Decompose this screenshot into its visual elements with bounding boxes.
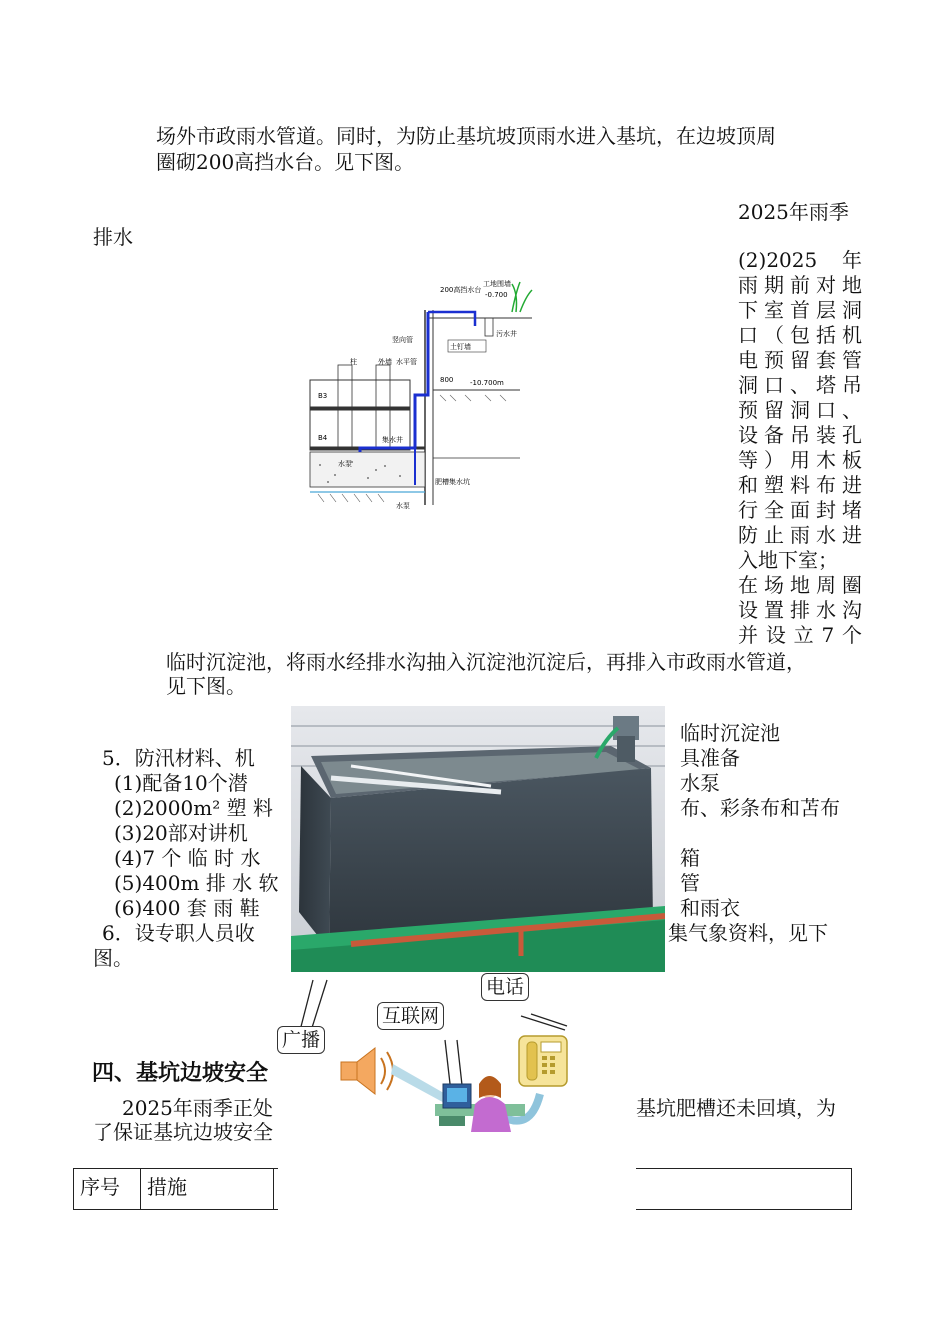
- para1-line2: 圈砌200高挡水台。见下图。: [156, 150, 415, 174]
- diagram-label-b4: B4: [318, 434, 328, 442]
- item6b-left: (6)400 套 雨 鞋: [114, 896, 260, 920]
- item5-left: 5．防汛材料、机: [102, 746, 255, 770]
- wrap-line: 等）用木板: [738, 448, 862, 472]
- item4-left: (4)7 个 临 时 水: [114, 846, 261, 870]
- item2-left: (2)2000m² 塑 料: [114, 796, 273, 820]
- wrap-line: (2)2025 年: [738, 248, 862, 272]
- item1-right: 水泵: [680, 771, 720, 795]
- section4-line1-right: 基坑肥槽还未回填，为: [636, 1096, 836, 1120]
- diagram-label-water-pump2: 水泵: [396, 502, 410, 510]
- wrap-column-text: [738, 248, 862, 648]
- wrap-line: 入地下室；: [738, 548, 838, 572]
- item3-left: (3)20部对讲机: [114, 821, 248, 845]
- wrap-line: 在场地周圈: [738, 573, 862, 597]
- caption-rain-drainage-left: 排水: [93, 225, 133, 249]
- para2-line2: 见下图。: [166, 674, 246, 698]
- diagram-label-outer-wall: 外墙: [378, 358, 392, 366]
- diagram-label-sewer-well: 污水井: [496, 330, 517, 338]
- wrap-line: 并设立7个: [738, 623, 862, 647]
- para1-line1: 场外市政雨水管道。同时，为防止基坑坡顶雨水进入基坑，在边坡顶周: [156, 124, 776, 148]
- diagram-label-b3: B3: [318, 392, 328, 400]
- item5b-left: (5)400m 排 水 软: [114, 871, 279, 895]
- communication-illustration: [275, 972, 620, 1152]
- wrap-line: 行全面封堵: [738, 498, 862, 522]
- telephone-icon: [519, 1036, 567, 1086]
- wrap-line: 防止雨水进: [738, 523, 862, 547]
- diagram-label-horizontal-pipe: 水平管: [396, 358, 417, 366]
- callout-broadcast: 广播: [277, 1026, 325, 1054]
- section4-line2: 了保证基坑边坡安全: [93, 1120, 273, 1144]
- illustration-overlap-mask: [278, 1150, 636, 1212]
- item4-right: 箱: [680, 846, 700, 870]
- section4-heading: 四、基坑边坡安全: [92, 1061, 269, 1086]
- wrap-line: 下室首层洞: [738, 298, 862, 322]
- diagram-label-trench-pit: 肥槽集水坑: [435, 478, 470, 486]
- section4-line1-left: 2025年雨季正处: [122, 1096, 273, 1120]
- caption-rain-drainage-right: 2025年雨季: [738, 200, 849, 224]
- diagram-label-nail-wall: 土钉墙: [450, 343, 471, 351]
- wrap-line: 设备吊装孔: [738, 423, 862, 447]
- photo-caption: 临时沉淀池: [680, 721, 780, 745]
- diagram-label-elev-top: -0.700: [485, 291, 508, 299]
- wrap-line: 和塑料布进: [738, 473, 862, 497]
- wrap-line: 设置排水沟: [738, 598, 862, 622]
- diagram-label-width: 800: [440, 376, 454, 384]
- wrap-line: 预留洞口、: [738, 398, 862, 422]
- wrap-line: 口（包括机: [738, 323, 862, 347]
- item6-line2: 图。: [93, 946, 133, 970]
- diagram-label-elev-bottom: -10.700m: [470, 379, 504, 387]
- callout-internet: 互联网: [377, 1002, 444, 1030]
- item5-right: 具准备: [680, 746, 740, 770]
- sedimentation-tank-photo: [291, 706, 665, 972]
- wrap-line: 雨期前对地: [738, 273, 862, 297]
- table-header-measures: 措施: [141, 1169, 274, 1210]
- table-header-index: 序号: [74, 1169, 141, 1210]
- speaker-icon: [341, 1048, 393, 1094]
- diagram-label-vertical-pipe: 竖向管: [392, 336, 413, 344]
- item1-left: (1)配备10个潜: [114, 771, 248, 795]
- item5b-right: 管: [680, 871, 700, 895]
- diagram-label-sump: 集水井: [382, 436, 403, 444]
- diagram-label-site-wall: 工地围墙: [483, 280, 511, 288]
- wrap-line: 电预留套管: [738, 348, 862, 372]
- item6-right: 集气象资料，见下: [668, 921, 828, 945]
- diagram-label-column: 柱: [350, 358, 357, 366]
- drainage-section-diagram: [300, 270, 535, 520]
- diagram-label-wall-top: 200高挡水台: [440, 286, 482, 294]
- callout-phone: 电话: [481, 973, 529, 1001]
- diagram-label-pump: 水泵: [338, 460, 352, 468]
- para2-line1: 临时沉淀池，将雨水经排水沟抽入沉淀池沉淀后，再排入市政雨水管道，: [166, 650, 806, 674]
- item6-left: 6．设专职人员收: [102, 921, 255, 945]
- item2-right: 布、彩条布和苫布: [680, 796, 840, 820]
- wrap-line: 洞口、塔吊: [738, 373, 862, 397]
- item6b-right: 和雨衣: [680, 896, 740, 920]
